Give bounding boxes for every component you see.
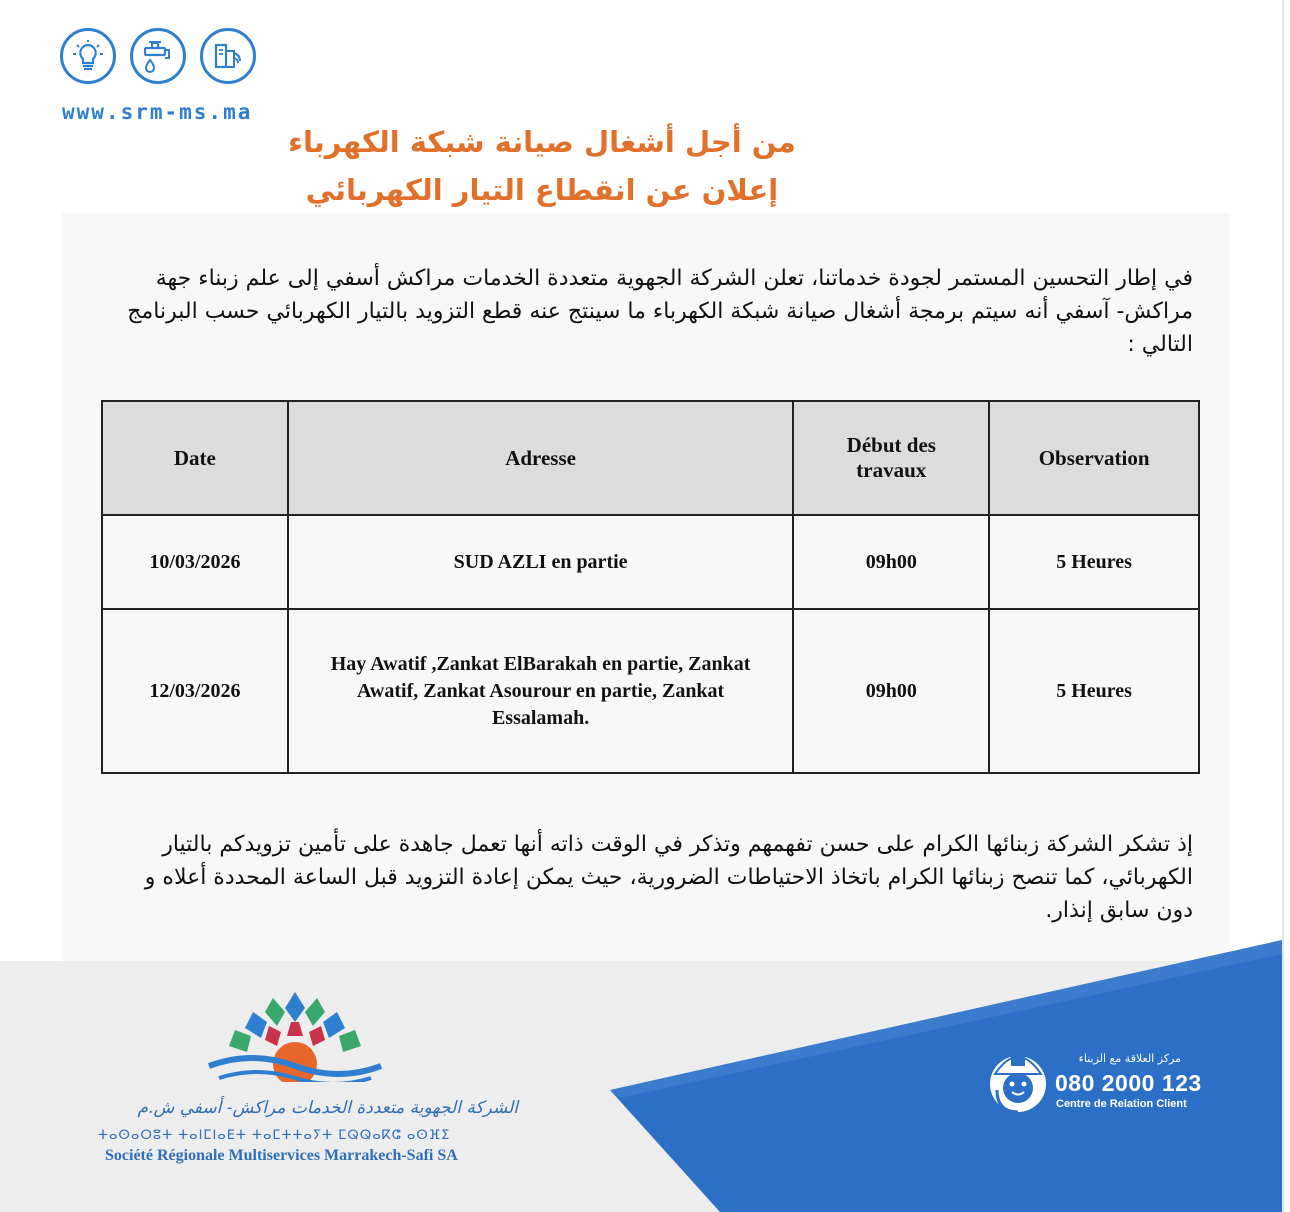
water-tap-icon <box>130 28 186 84</box>
intro-paragraph: في إطار التحسين المستمر لجودة خدماتنا، تعلن الشركة الجهوية متعددة الخدمات مراكش أسفي إلى علم زبناء جهة مراكش- آسفي أنه سيتم برمجة أشغال صيانة شبكة الكهرباء ما سينتج عنه قطع التزويد بالتيار الكهربائي حسب البرنامج التالي : <box>127 266 1193 357</box>
table-header-row <box>102 401 1199 515</box>
cell-date: 12/03/2026 <box>102 609 288 773</box>
website-url: www.srm-ms.ma <box>62 100 253 124</box>
cell-start: 09h00 <box>793 609 989 773</box>
hotline-label-arabic: مركز العلاقة مع الزبناء <box>1078 1052 1181 1065</box>
cell-start: 09h00 <box>793 515 989 609</box>
call-agent-icon <box>985 1040 1051 1118</box>
cell-address: Hay Awatif ,Zankat ElBarakah en partie, Zankat Awatif, Zankat Asourour en partie, Zankat Essalamah. <box>288 609 794 773</box>
company-name-tifinagh: ⵜⴰⵙⴰⵔⵓⵜ ⵜⴰⵏⵎⵏⴰⴹⵜ ⵜⴰⵎⵜⵜⴰⵢⵜ ⵎⵕⵕⴰⴽⵛ ⴰⵙⴼⵉ <box>98 1128 451 1143</box>
service-icons <box>60 28 256 84</box>
table-row <box>102 515 1199 609</box>
header-observation: Observation <box>989 401 1199 515</box>
outage-schedule-table <box>101 400 1200 774</box>
header-start: Début des travaux <box>793 401 989 515</box>
header-address: Adresse <box>288 401 794 515</box>
closing-paragraph: إذ تشكر الشركة زبنائها الكرام على حسن تفهمهم وتذكر في الوقت ذاته أنها تعمل جاهدة على تأمين تزويدكم بالتيار الكهربائي، كما تنصح زبنائها الكرام باتخاذ الاحتياطات الضرورية، حيث يمكن إعادة التزويد قبل الساعة المحددة أعلاه و دون سابق إنذار. <box>144 832 1193 923</box>
cell-observation: 5 Heures <box>989 609 1199 773</box>
lighting-pole-icon <box>200 28 256 84</box>
company-name-french: Société Régionale Multiservices Marrakech-Safi SA <box>105 1147 458 1164</box>
cell-date: 10/03/2026 <box>102 515 288 609</box>
cell-observation: 5 Heures <box>989 515 1199 609</box>
hotline-label-french: Centre de Relation Client <box>1056 1098 1187 1110</box>
company-name-arabic: الشركة الجهوية متعددة الخدمات مراكش- أسفي ش.م <box>137 1098 518 1118</box>
customer-hotline <box>985 1040 1245 1120</box>
company-logo <box>205 992 385 1082</box>
cell-address: SUD AZLI en partie <box>288 515 794 609</box>
announcement-title <box>192 118 892 214</box>
lightbulb-icon <box>60 28 116 84</box>
table-row <box>102 609 1199 773</box>
title-line-2: إعلان عن انقطاع التيار الكهربائي <box>305 173 779 207</box>
header-date: Date <box>102 401 288 515</box>
title-line-1: من أجل أشغال صيانة شبكة الكهرباء <box>288 125 796 159</box>
hotline-number[interactable]: 080 2000 123 <box>1055 1070 1202 1096</box>
